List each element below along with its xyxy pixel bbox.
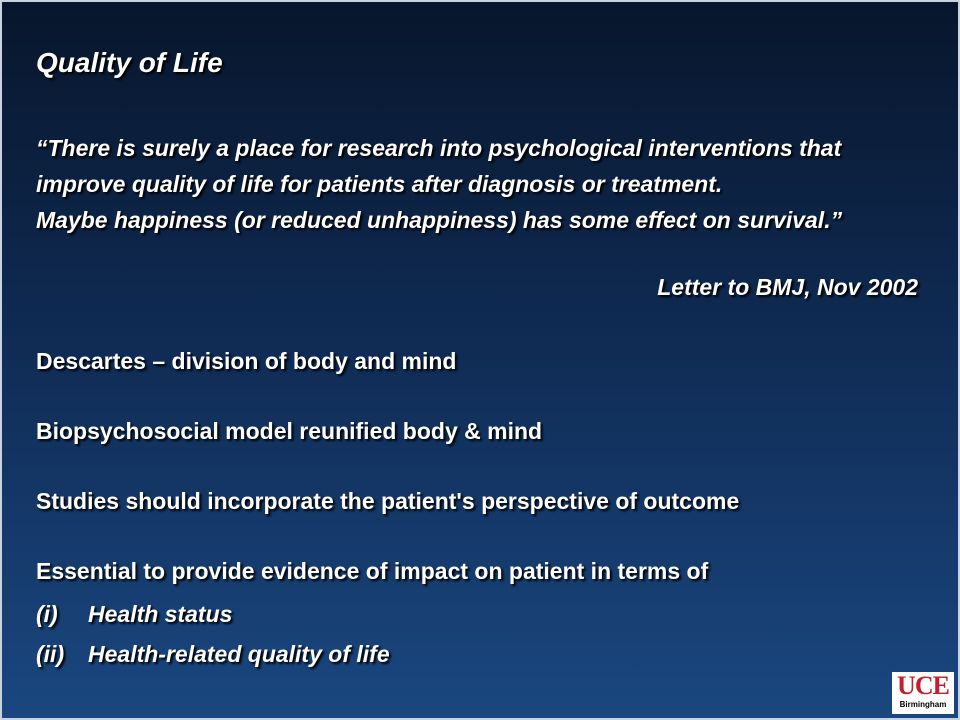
bullet-patient-perspective: Studies should incorporate the patient's perspective of outcome [36, 488, 740, 514]
uce-logo [892, 672, 954, 714]
list-item-text: Health status [88, 601, 233, 627]
bullet-biopsychosocial: Biopsychosocial model reunified body & mind [36, 418, 543, 444]
list-item-number: (ii) [36, 641, 65, 667]
quote-block [36, 130, 842, 238]
list-item [36, 594, 390, 634]
bullet-evidence: Essential to provide evidence of impact on patient in terms of [36, 558, 709, 584]
logo-mark: UCE [897, 671, 949, 700]
slide-title: Quality of Life [36, 47, 223, 78]
list-item [36, 634, 390, 674]
outcome-list [36, 594, 390, 674]
bullet-descartes: Descartes – division of body and mind [36, 348, 457, 374]
logo-city: Birmingham [899, 700, 947, 709]
list-item-text: Health-related quality of life [88, 641, 390, 667]
list-item-number: (i) [36, 601, 58, 627]
quote-line: Maybe happiness (or reduced unhappiness) has some effect on survival.” [36, 207, 843, 233]
quote-line: “There is surely a place for research into psychological interventions that [36, 135, 842, 161]
quote-source: Letter to BMJ, Nov 2002 [657, 274, 918, 300]
quote-line: improve quality of life for patients after diagnosis or treatment. [36, 171, 723, 197]
